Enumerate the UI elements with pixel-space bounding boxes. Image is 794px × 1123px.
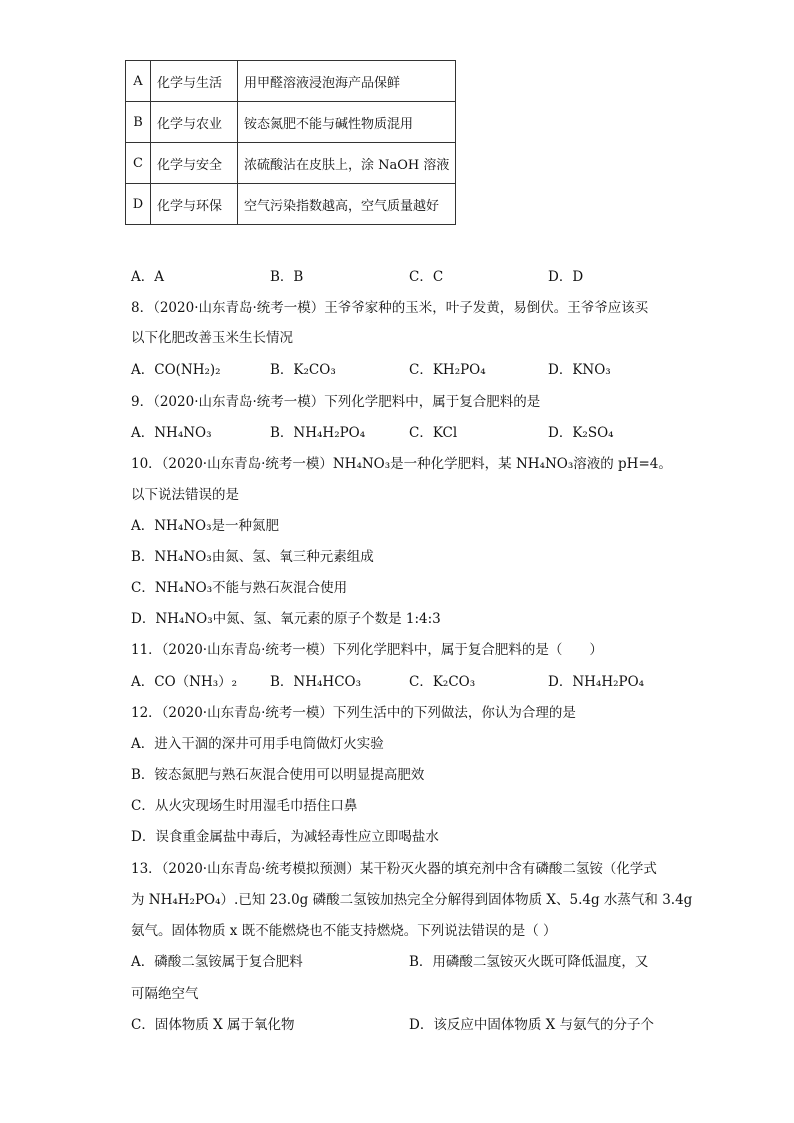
q10-option-c: C．NH₄NO₃不能与熟石灰混合使用 <box>131 580 348 596</box>
q11-option-c: C．K₂CO₃ <box>409 674 476 690</box>
q9-option-c: C．KCl <box>409 425 458 441</box>
q12-option-a: A．进入干涸的深井可用手电筒做灯火实验 <box>131 736 384 752</box>
q8-option-b: B．K₂CO₃ <box>270 362 336 378</box>
row-text: 浓硫酸沾在皮肤上，涂 NaOH 溶液 <box>238 143 456 184</box>
q10-stem-line2: 以下说法错误的是 <box>131 487 239 503</box>
table-row <box>126 143 456 184</box>
q13-option-c: C．固体物质 X 属于氧化物 <box>131 1017 295 1033</box>
q12-option-b: B．铵态氮肥与熟石灰混合使用可以明显提高肥效 <box>131 767 425 783</box>
q12-stem-line1: 12．（2020·山东青岛·统考一模）下列生活中的下列做法，你认为合理的是 <box>131 705 576 721</box>
q13-stem-line3: 氨气。固体物质 x 既不能燃烧也不能支持燃烧。下列说法错误的是（ ） <box>131 923 557 939</box>
row-text: 用甲醛溶液浸泡海产品保鲜 <box>238 61 456 102</box>
q9-option-a: A．NH₄NO₃ <box>131 425 212 441</box>
q7-option-d: D．D <box>548 269 584 285</box>
q13-option-a: A．磷酸二氢铵属于复合肥料 <box>131 954 303 970</box>
q12-option-d: D．误食重金属盐中毒后，为减轻毒性应立即喝盐水 <box>131 829 439 845</box>
q13-stem-line2: 为 NH₄H₂PO₄）.已知 23.0g 磷酸二氢铵加热完全分解得到固体物质 X、5.4g 水蒸气和 3.4g <box>131 892 693 908</box>
q7-option-c: C．C <box>409 269 444 285</box>
row-topic: 化学与安全 <box>151 143 238 184</box>
q10-option-a: A．NH₄NO₃是一种氮肥 <box>131 518 280 534</box>
row-topic: 化学与生活 <box>151 61 238 102</box>
row-letter: C <box>126 143 151 184</box>
q13-option-b-line1: B．用磷酸二氢铵灭火既可降低温度，又 <box>409 954 649 970</box>
table-row <box>126 102 456 143</box>
q10-stem-line1: 10．（2020·山东青岛·统考一模）NH₄NO₃是一种化学肥料，某 NH₄NO₃溶液的 pH=4。 <box>131 456 672 472</box>
q11-option-a: A．CO（NH₃）₂ <box>131 674 238 690</box>
q7-option-a: A．A <box>131 269 164 285</box>
row-topic: 化学与农业 <box>151 102 238 143</box>
q13-option-b-line2: 可隔绝空气 <box>131 986 199 1002</box>
q10-option-d: D．NH₄NO₃中氮、氢、氧元素的原子个数是 1:4:3 <box>131 611 441 627</box>
q11-stem-line1: 11．（2020·山东青岛·统考一模）下列化学肥料中，属于复合肥料的是（ ） <box>131 642 603 658</box>
q9-stem-line1: 9．（2020·山东青岛·统考一模）下列化学肥料中，属于复合肥料的是 <box>131 394 541 410</box>
row-letter: B <box>126 102 151 143</box>
row-text: 铵态氮肥不能与碱性物质混用 <box>238 102 456 143</box>
table-row <box>126 61 456 102</box>
q11-option-d: D．NH₄H₂PO₄ <box>548 674 645 690</box>
row-letter: A <box>126 61 151 102</box>
q8-option-d: D．KNO₃ <box>548 362 611 378</box>
table-row <box>126 184 456 225</box>
q7-option-b: B．B <box>270 269 304 285</box>
q12-option-c: C．从火灾现场生时用湿毛巾捂住口鼻 <box>131 798 358 814</box>
row-letter: D <box>126 184 151 225</box>
q9-option-b: B．NH₄H₂PO₄ <box>270 425 366 441</box>
q8-stem-line2: 以下化肥改善玉米生长情况 <box>131 330 293 346</box>
row-text: 空气污染指数越高，空气质量越好 <box>238 184 456 225</box>
options-table <box>125 60 456 225</box>
q13-stem-line1: 13．（2020·山东青岛·统考模拟预测）某干粉灭火器的填充剂中含有磷酸二氢铵（化学式 <box>131 861 657 877</box>
q8-option-a: A．CO(NH₂)₂ <box>131 362 221 378</box>
q8-stem-line1: 8．（2020·山东青岛·统考一模）王爷爷家种的玉米，叶子发黄，易倒伏。王爷爷应该买 <box>131 300 649 316</box>
q8-option-c: C．KH₂PO₄ <box>409 362 486 378</box>
q10-option-b: B．NH₄NO₃由氮、氢、氧三种元素组成 <box>131 549 374 565</box>
q11-option-b: B．NH₄HCO₃ <box>270 674 361 690</box>
q9-option-d: D．K₂SO₄ <box>548 425 614 441</box>
q13-option-d: D．该反应中固体物质 X 与氨气的分子个 <box>409 1017 655 1033</box>
row-topic: 化学与环保 <box>151 184 238 225</box>
